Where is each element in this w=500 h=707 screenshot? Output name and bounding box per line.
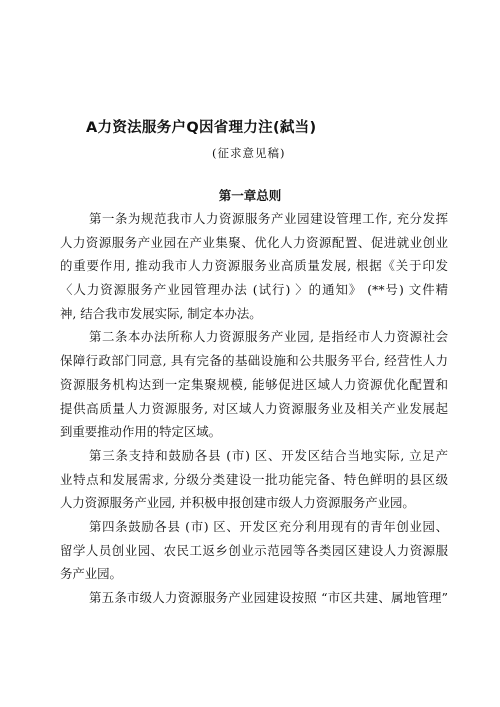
article-2-line: 保障行政部门同意, 具有完备的基础设施和公共服务平台, 经营性人力	[60, 353, 448, 369]
article-3-line: 第三条支持和鼓励各县 (市) 区、开发区结合当地实际, 立足产	[89, 447, 448, 463]
article-5-line: 第五条市级人力资源服务产业园建设按照 “市区共建、属地管理”	[89, 590, 448, 605]
document-title: A力资法服务户Q因省理力注(弑当)	[86, 120, 317, 136]
article-3-line: 人力资源服务产业园, 并积极申报创建市级人力资源服务产业园。	[60, 495, 415, 511]
article-2-line: 第二条本办法所称人力资源服务产业园, 是指经市人力资源社会	[89, 329, 448, 345]
article-2-line: 提供高质量人力资源服务, 对区域人力资源服务业及相关产业发展起	[60, 400, 448, 416]
article-1-line: 〈人力资源服务产业园管理办法 (试行) 〉的通知》 (**号) 文件精	[60, 282, 448, 298]
article-3-line: 业特点和发展需求, 分级分类建设一批功能完备、特色鲜明的县区级	[60, 471, 448, 487]
document-body	[60, 207, 448, 610]
article-2-line: 到重要推动作用的特定区域。	[60, 424, 222, 440]
article-1-line: 第一条为规范我市人力资源服务产业园建设管理工作, 充分发挥	[89, 211, 448, 226]
chapter-title: 第一章总则	[218, 188, 282, 203]
article-2-line: 资源服务机构达到一定集聚规模, 能够促进区域人力资源优化配置和	[60, 376, 448, 392]
article-1-line: 人力资源服务产业园在产业集聚、优化人力资源配置、促进就业创业	[60, 234, 448, 250]
article-4-line: 留学人员创业园、农民工返乡创业示范园等各类园区建设人力资源服	[60, 542, 448, 558]
article-4-line: 务产业园。	[60, 566, 122, 582]
article-1-line: 的重要作用, 推动我市人力资源服务业高质量发展, 根据《关于印发	[60, 258, 448, 274]
article-4-line: 第四条鼓励各县 (市) 区、开发区充分利用现有的青年创业园、	[89, 518, 448, 534]
document-subtitle: (征求意见稿)	[212, 146, 286, 160]
article-1-line: 神, 结合我市发展实际, 制定本办法。	[60, 305, 262, 321]
